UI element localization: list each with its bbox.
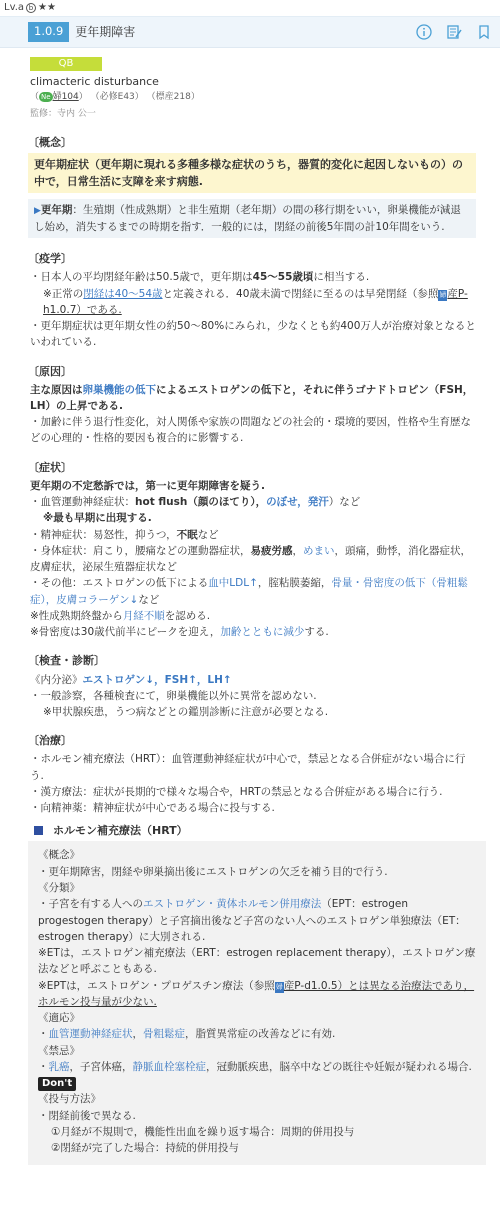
hrt-concept-line: ・更年期障害，閉経や卵巣摘出後にエストロゲンの欠乏を補う目的で行う. xyxy=(38,865,388,878)
note-box xyxy=(28,199,476,238)
note-label: 更年期 xyxy=(40,204,73,217)
symptom-line-5: ・身体症状：肩こり，腰痛などの運動器症状，易疲労感，めまい，頭痛，動悸，消化器症状，皮膚症状，泌尿生殖器症状など xyxy=(30,544,471,574)
exam-heading: 〔検査・診断〕 xyxy=(28,654,105,668)
section-title: 更年期障害 xyxy=(75,24,136,39)
ref-badge-icon[interactable]: 婦 xyxy=(439,290,447,299)
article-body xyxy=(0,134,500,1165)
epi-line-3: ・更年期症状は更年期女性の約50〜80%にみられ，少なくとも約400万人が治療対象となるといわれている. xyxy=(30,320,476,349)
concept-heading: 〔概念〕 xyxy=(28,135,72,149)
hrt-heading-label: ホルモン補充療法（HRT） xyxy=(53,824,188,838)
level-stars: ★★ xyxy=(38,2,56,14)
note-text: ：生殖期（性成熟期）と非生殖期（老年期）の間の移行期をいい，卵巣機能が減退し始め，消失するまでの時期を指す．一般的には，閉経の前後5年間の計10年間をいう. xyxy=(34,204,461,233)
hrt-method-line-2: ①月経が不規則で，機能性出血を繰り返す場合：周期的併用投与 xyxy=(51,1125,355,1138)
english-term: climacteric disturbance xyxy=(30,75,159,88)
hrt-heading xyxy=(28,822,476,839)
epi-line-1: ・日本人の平均閉経年齢は50.5歳で，更年期は45〜55歳頃に相当する. xyxy=(30,271,370,284)
epi-line-2: ※正常の閉経は40〜54歳と定義される．40歳未満で閉経に至るのは早発閉経（参照婦産P-h1.0.7）である. xyxy=(43,287,468,316)
note-edit-icon[interactable] xyxy=(446,24,462,40)
ref-standard: （標産218） xyxy=(146,92,200,103)
bookmark-icon[interactable] xyxy=(476,24,492,40)
ref-link[interactable]: 産P-d1.0.5）とは異なる治療法であり，ホルモン投与量が少ない. xyxy=(38,979,475,1008)
symptom-line-3: ※最も早期に出現する. xyxy=(43,512,152,525)
ref-link[interactable]: 産P-h1.0.7）である. xyxy=(43,287,468,316)
exam-line-2: ・一般診察，各種検査にて，卵巣機能以外に異常を認めない. xyxy=(30,689,317,702)
symptom-line-6: ・その他：エストロゲンの低下による血中LDL↑，腟粘膜萎縮，骨量・骨密度の低下（骨粗鬆症），皮膚コラーゲン↓など xyxy=(30,577,468,606)
section-header xyxy=(0,16,500,48)
symptom-line-1: 更年期の不定愁訴では，第一に更年期障害を疑う. xyxy=(30,479,265,492)
symptom-line-7: ※性成熟期終盤から月経不順を認める. xyxy=(30,609,211,622)
hrt-contra-line: ・乳癌，子宮体癌，静脈血栓塞栓症，冠動脈疾患，脳卒中などの既往や妊娠が疑われる場合. Don't xyxy=(38,1060,472,1090)
treat-line-1: ・ホルモン補充療法（HRT）：血管運動神経症状が中心で，禁忌となる合併症がない場合に行う. xyxy=(30,753,466,782)
hrt-method-line-1: ・閉経前後で異なる. xyxy=(38,1109,136,1122)
level-circle-icon: b xyxy=(26,3,36,13)
hrt-box xyxy=(28,841,486,1164)
ref-book-icon: Ne xyxy=(41,93,51,102)
symptom-line-2: ・血管運動神経症状：hot flush（顔のほてり），のぼせ，発汗）など xyxy=(30,496,361,509)
hrt-method-line-3: ②閉経が完了した場合：持続的併用投与 xyxy=(51,1142,239,1155)
ref-required: （必修E43） xyxy=(90,92,144,103)
level-label: Lv.a xyxy=(4,2,25,14)
symptom-line-4: ・精神症状：易怒性，抑うつ，不眠など xyxy=(30,528,219,541)
epidemiology-heading: 〔疫学〕 xyxy=(28,252,72,266)
term-meta xyxy=(0,48,500,122)
symptom-heading: 〔症状〕 xyxy=(28,460,72,474)
hrt-class-line-1: ・子宮を有する人へのエストロゲン・黄体ホルモン併用療法（EPT：estrogen progestogen therapy）と子宮摘出後など子宮のない人へのエストロゲン単独療法（ET：estrogen therapy）に大別される. xyxy=(38,898,466,943)
treat-line-2: ・漢方療法：症状が長期的で様々な場合や，HRTの禁忌となる合併症がある場合に行う. xyxy=(30,785,443,798)
info-icon[interactable] xyxy=(416,24,432,40)
level-indicator xyxy=(0,0,500,16)
dont-badge: Don't xyxy=(38,1077,76,1091)
supervisor: 監修：寺内 公一 xyxy=(30,108,96,119)
hrt-contra-head: 《禁忌》 xyxy=(38,1044,80,1057)
section-number: 1.0.9 xyxy=(28,22,69,42)
ref-link[interactable]: 婦104 xyxy=(52,92,79,103)
cause-heading: 〔原因〕 xyxy=(28,364,72,378)
hrt-indication-head: 《適応》 xyxy=(38,1012,80,1025)
cause-line-2: ・加齢に伴う退行性変化，対人関係や家族の問題などの社会的・環境的要因，性格や生育歴などの心理的・性格的要因も複合的に影響する. xyxy=(30,416,471,445)
hrt-method-head: 《投与方法》 xyxy=(38,1093,101,1106)
symptom-line-8: ※骨密度は30歳代前半にピークを迎え，加齢とともに減少する. xyxy=(30,626,329,639)
exam-line-1: 《内分泌》エストロゲン↓，FSH↑，LH↑ xyxy=(30,673,232,686)
cause-line-1: 主な原因は卵巣機能の低下によるエストロゲンの低下と，それに伴うゴナドトロピン（FSH，LH）の上昇である. xyxy=(30,383,474,412)
ref-paren: （ xyxy=(30,92,40,103)
square-bullet-icon xyxy=(34,826,43,835)
exam-line-3: ※甲状腺疾患，うつ病などとの鑑別診断に注意が必要となる. xyxy=(43,706,329,719)
qb-badge[interactable]: QB xyxy=(30,57,102,71)
treatment-heading: 〔治療〕 xyxy=(28,734,72,748)
reference-list xyxy=(30,91,500,105)
ref-paren-close: ） xyxy=(78,92,88,103)
hrt-class-head: 《分類》 xyxy=(38,881,80,894)
hrt-indication-line: ・血管運動神経症状，骨粗鬆症，脂質異常症の改善などに有効. xyxy=(38,1028,336,1041)
treat-line-3: ・向精神薬：精神症状が中心である場合に投与する. xyxy=(30,802,275,815)
hrt-concept-head: 《概念》 xyxy=(38,849,80,862)
concept-definition: 更年期症状（更年期に現れる多種多様な症状のうち，器質的変化に起因しないもの）の中で，日常生活に支障を来す病態. xyxy=(28,153,476,193)
ref-badge-icon[interactable]: 婦 xyxy=(275,982,283,991)
hrt-class-line-3: ※EPTは，エストロゲン・プロゲスチン療法（参照婦産P-d1.0.5）とは異なる治療法であり，ホルモン投与量が少ない. xyxy=(38,979,475,1008)
triangle-icon: ▶ xyxy=(34,206,41,217)
hrt-class-line-2: ※ETは，エストロゲン補充療法（ERT：estrogen replacement therapy），エストロゲン療法などと呼ぶこともある. xyxy=(38,947,476,976)
